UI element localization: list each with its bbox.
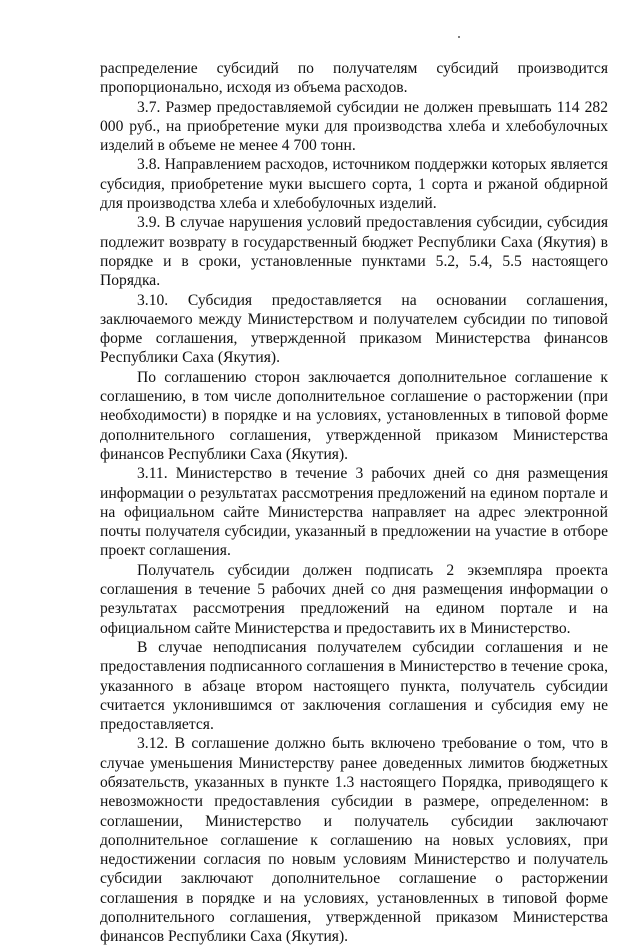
paragraph-non-signing: В случае неподписания получателем субсидии соглашения и не предоставления подписанного соглашения в Министерство в течение срока, указанного в абзаце втором настоящего пункта, получатель субсидии считается уклонившимся от заключения соглашения и субсидия ему не предоставляется. xyxy=(100,638,608,734)
paragraph-3-11: 3.11. Министерство в течение 3 рабочих дней со дня размещения информации о результатах рассмотрения предложений на едином портале и на официальном сайте Министерства направляет на адрес электронной почты получателя субсидии, указанный в предложении на участие в отборе проект соглашения. xyxy=(100,465,608,560)
paragraph-3-12: 3.12. В соглашение должно быть включено требование о том, что в случае уменьшения Министерству ранее доведенных лимитов бюджетных обязательств, указанных в пункте 1.3 настоящего Порядка, приводящего к невозможности предоставления субсидии в размере, определенном: в соглашении, Министерство и получатель субсидии заключают дополнительное соглашение к соглашению на новых условиях, при недостижении согласия по новым условиям Министерство и получатель субсидии заключают дополнительное соглашение о расторжении соглашения в порядке и на условиях, установленных в типовой форме дополнительного соглашения, утвержденной приказом Министерства финансов Республики Саха (Якутия). xyxy=(100,735,608,946)
paragraph-3-10: 3.10. Субсидия предоставляется на основании соглашения, заключаемого между Министерством и получателем субсидии по типовой форме соглашения, утвержденной приказом Министерства финансов Республики Саха (Якутия). xyxy=(100,291,608,367)
paragraph-3-7: 3.7. Размер предоставляемой субсидии не должен превышать 114 282 000 руб., на приобретение муки для производства хлеба и хлебобулочных изделий в объеме не менее 4 700 тонн. xyxy=(100,98,608,155)
paragraph-signing: Получатель субсидии должен подписать 2 экземпляра проекта соглашения в течение 5 рабочих дней со дня размещения информации о результатах рассмотрения предложений на едином портале и на официальном сайте Министерства и предоставить их в Министерство. xyxy=(100,561,608,637)
paragraph-3-9: 3.9. В случае нарушения условий предоставления субсидии, субсидия подлежит возврату в государственный бюджет Республики Саха (Якутия) в порядке и в сроки, установленные пунктами 5.2, 5.4, 5.5 настоящего Порядка. xyxy=(100,214,608,290)
scan-speck xyxy=(458,36,460,38)
document-body xyxy=(100,59,608,947)
paragraph-continuation: распределение субсидий по получателям субсидий производится пропорционально, исходя из объема расходов. xyxy=(100,60,608,97)
paragraph-additional-agreement: По соглашению сторон заключается дополнительное соглашение к соглашению, в том числе дополнительное соглашение о расторжении (при необходимости) в порядке и на условиях, установленных в типовой форме дополнительного соглашения, утвержденной приказом Министерства финансов Республики Саха (Якутия). xyxy=(100,368,608,463)
paragraph-3-8: 3.8. Направлением расходов, источником поддержки которых является субсидия, приобретение муки высшего сорта, 1 сорта и ржаной обдирной для производства хлеба и хлебобулочных изделий. xyxy=(100,156,608,213)
